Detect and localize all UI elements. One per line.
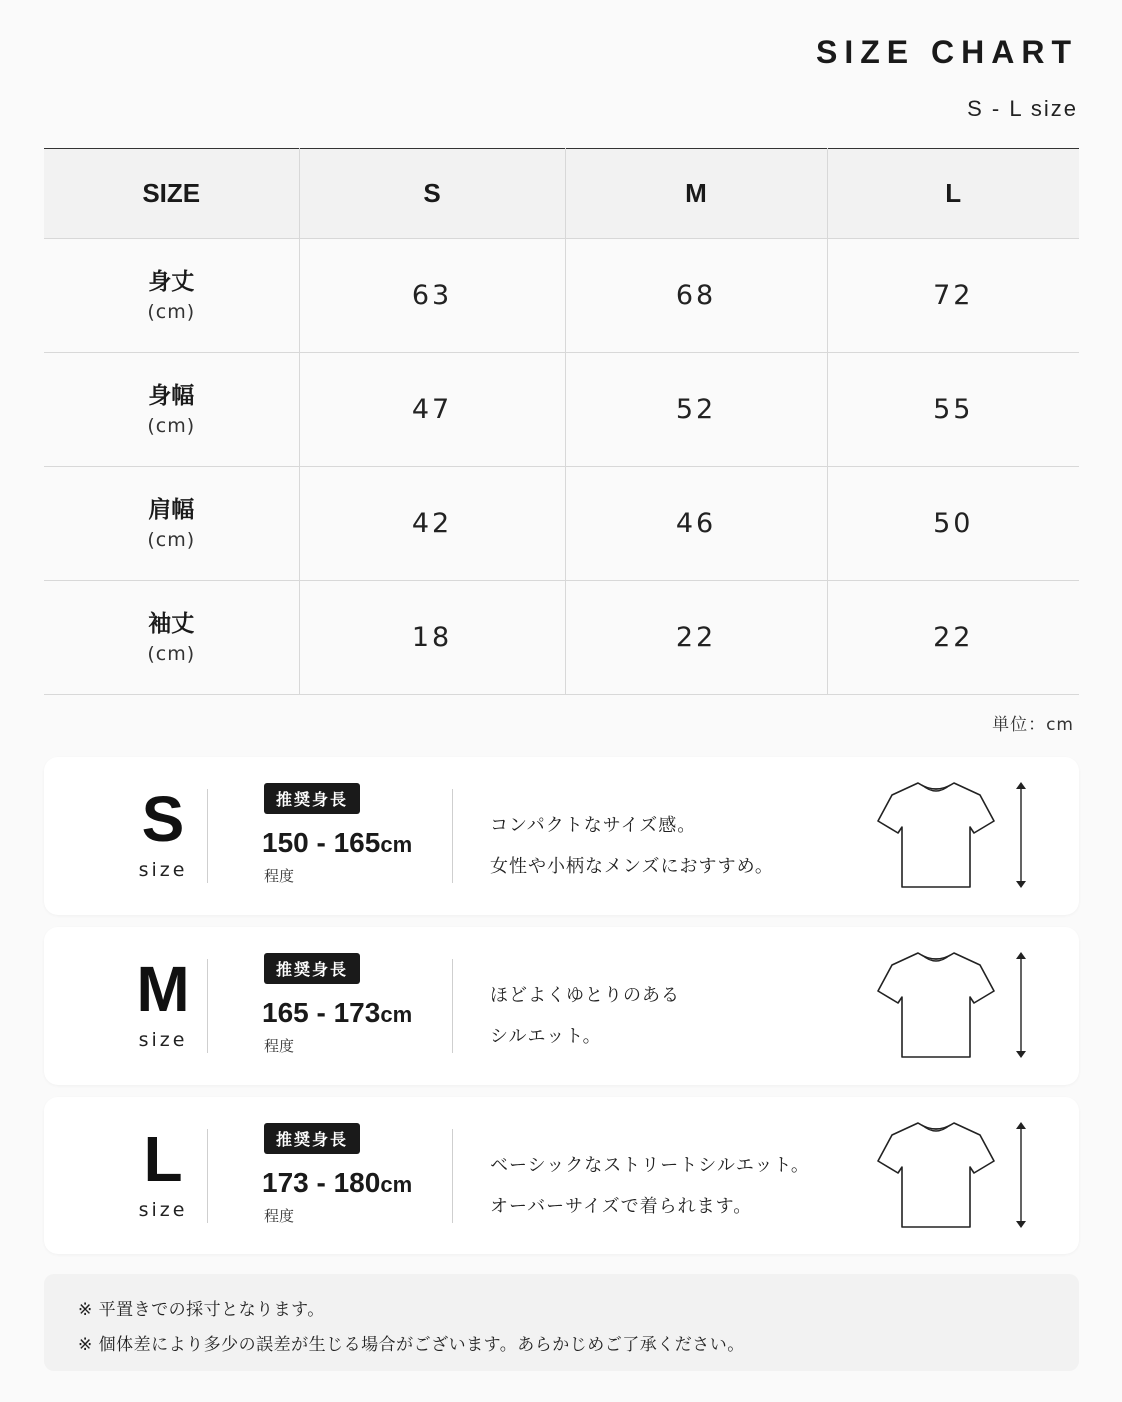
vertical-double-arrow-icon: [1010, 779, 1032, 891]
note-line: ※ 個体差により多少の誤差が生じる場合がございます。あらかじめご了承ください。: [78, 1335, 745, 1355]
page-title: SIZE CHART: [816, 34, 1078, 70]
table-row: [44, 581, 1079, 695]
row-unit: (cm): [147, 529, 196, 552]
table-cell: [565, 239, 827, 353]
row-unit: (cm): [147, 415, 196, 438]
height-range-unit: cm: [380, 1172, 413, 1197]
divider: [207, 1129, 208, 1223]
description-line: オーバーサイズで着られます。: [490, 1196, 753, 1217]
row-header: [44, 581, 299, 695]
col-header-s: S: [299, 149, 565, 239]
cell-value: 55: [933, 394, 974, 425]
divider: [452, 1129, 453, 1223]
height-range-value: 165 - 173: [262, 997, 381, 1028]
table-cell: [299, 467, 565, 581]
size-card-l: [44, 1097, 1079, 1254]
size-card-m: [44, 927, 1079, 1085]
cell-value: 68: [675, 280, 717, 311]
row-label: 肩幅: [148, 496, 195, 523]
description-line: シルエット。: [490, 1026, 602, 1047]
cell-value: 18: [411, 622, 453, 653]
divider: [452, 789, 453, 883]
row-unit: (cm): [147, 301, 196, 324]
recommended-height-badge: 推奨身長: [264, 1123, 360, 1154]
vertical-double-arrow-icon: [1010, 949, 1032, 1061]
row-header: [44, 239, 299, 353]
row-header: [44, 467, 299, 581]
table-cell: [299, 581, 565, 695]
cell-value: 63: [411, 280, 453, 311]
row-header: [44, 353, 299, 467]
recommended-height-badge: 推奨身長: [264, 783, 360, 814]
height-range-value: 150 - 165: [262, 827, 381, 858]
row-label: 袖丈: [148, 610, 195, 637]
size-card-s: [44, 757, 1079, 915]
approx-label: 程度: [264, 867, 295, 885]
description-line: コンパクトなサイズ感。: [490, 815, 697, 836]
cell-value: 46: [675, 508, 717, 539]
height-range: [262, 1167, 412, 1199]
table-row: [44, 467, 1079, 581]
height-range-unit: cm: [380, 832, 413, 857]
size-description: [490, 805, 774, 887]
divider: [452, 959, 453, 1053]
table-cell: [565, 353, 827, 467]
t-shirt-icon: [876, 1115, 996, 1231]
table-row: [44, 239, 1079, 353]
table-cell: [827, 353, 1079, 467]
size-table: [44, 148, 1079, 695]
cell-value: 72: [933, 280, 974, 311]
cell-value: 22: [933, 622, 974, 653]
table-cell: [827, 581, 1079, 695]
size-letter: L: [143, 1123, 183, 1195]
table-cell: [827, 467, 1079, 581]
vertical-double-arrow-icon: [1010, 1119, 1032, 1231]
cell-value: 22: [675, 622, 717, 653]
note-line: ※ 平置きでの採寸となります。: [78, 1300, 325, 1320]
col-header-size: SIZE: [44, 149, 299, 239]
approx-label: 程度: [264, 1037, 295, 1055]
table-header-row: [44, 149, 1079, 239]
cell-value: 50: [933, 508, 974, 539]
table-cell: [565, 467, 827, 581]
size-word: size: [138, 1199, 188, 1221]
size-word: size: [138, 1029, 188, 1051]
col-header-m: M: [565, 149, 827, 239]
height-range-unit: cm: [380, 1002, 413, 1027]
table-cell: [565, 581, 827, 695]
t-shirt-icon: [876, 775, 996, 891]
row-label: 身丈: [148, 268, 195, 295]
description-line: 女性や小柄なメンズにおすすめ。: [490, 856, 774, 877]
size-letter: S: [141, 783, 185, 855]
table-cell: [299, 353, 565, 467]
table-cell: [299, 239, 565, 353]
cell-value: 42: [411, 508, 453, 539]
t-shirt-icon: [876, 945, 996, 1061]
height-range: [262, 827, 412, 859]
table-row: [44, 353, 1079, 467]
table-cell: [827, 239, 1079, 353]
size-letter: M: [136, 953, 190, 1025]
col-header-l: L: [827, 149, 1079, 239]
divider: [207, 789, 208, 883]
description-line: ベーシックなストリートシルエット。: [490, 1155, 810, 1176]
unit-note: 単位：cm: [992, 715, 1074, 735]
divider: [207, 959, 208, 1053]
size-word: size: [138, 859, 188, 881]
size-description: [490, 1145, 810, 1227]
cell-value: 52: [675, 394, 717, 425]
recommended-height-badge: 推奨身長: [264, 953, 360, 984]
page-subtitle: S - L size: [967, 96, 1078, 121]
row-unit: (cm): [147, 643, 196, 666]
approx-label: 程度: [264, 1207, 295, 1225]
height-range: [262, 997, 412, 1029]
cell-value: 47: [411, 394, 453, 425]
description-line: ほどよくゆとりのある: [490, 985, 680, 1006]
size-description: [490, 975, 680, 1057]
row-label: 身幅: [148, 382, 195, 409]
notes-box: [44, 1274, 1079, 1371]
height-range-value: 173 - 180: [262, 1167, 381, 1198]
